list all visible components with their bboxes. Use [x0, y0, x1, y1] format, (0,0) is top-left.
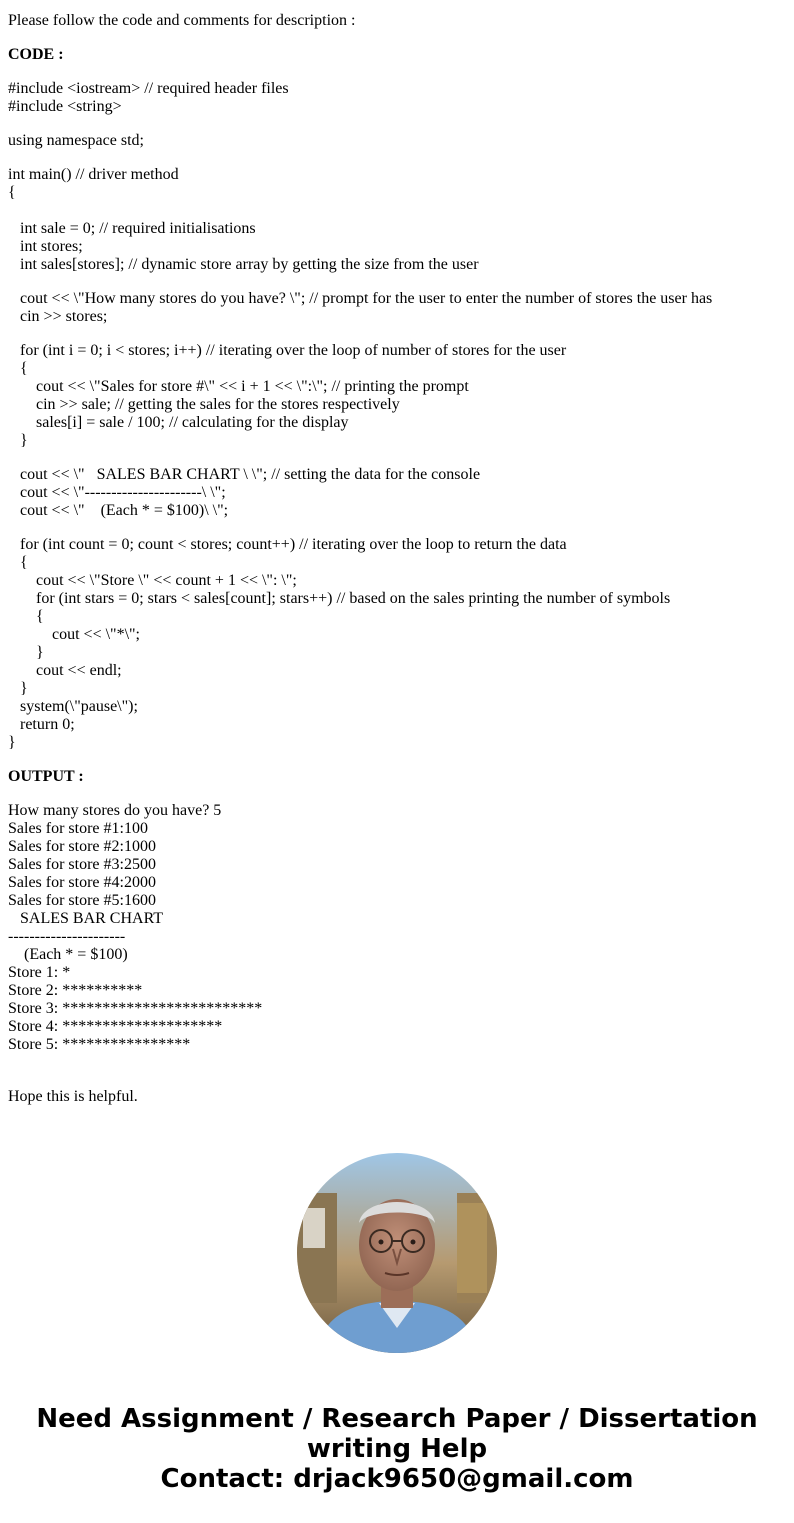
- code-line: int sales[stores]; // dynamic store array by getting the size from the user: [8, 256, 479, 273]
- code-line: cout << \"Store \" << count + 1 << \": \";: [8, 572, 297, 589]
- promo-line-2: writing Help: [306, 1434, 488, 1464]
- output-line: Sales for store #3:2500: [8, 856, 156, 873]
- code-line: int main() // driver method: [8, 166, 179, 183]
- code-line: cout << endl;: [8, 662, 122, 679]
- code-line: }: [8, 734, 16, 751]
- code-line: cout << \"How many stores do you have? \"; // prompt for the user to enter the number of stores the user has: [8, 290, 713, 307]
- author-photo: [297, 1153, 497, 1353]
- output-line: Sales for store #2:1000: [8, 838, 156, 855]
- code-line: {: [8, 184, 16, 201]
- code-line: using namespace std;: [8, 132, 144, 149]
- output-line: Store 2: **********: [8, 982, 143, 999]
- code-line: for (int stars = 0; stars < sales[count]; stars++) // based on the sales printing the number of symbols: [8, 590, 671, 607]
- code-heading: CODE :: [8, 46, 64, 63]
- promo-line-1: Need Assignment / Research Paper / Dissertation: [36, 1404, 758, 1434]
- output-line: Sales for store #5:1600: [8, 892, 156, 909]
- output-line: Sales for store #1:100: [8, 820, 148, 837]
- code-line: }: [8, 432, 28, 449]
- output-line: Store 4: ********************: [8, 1018, 223, 1035]
- code-line: for (int count = 0; count < stores; count++) // iterating over the loop to return the data: [8, 536, 567, 553]
- code-line: cout << \"Sales for store #\" << i + 1 << \":\"; // printing the prompt: [8, 378, 469, 395]
- output-line: ----------------------: [8, 928, 126, 945]
- output-line: (Each * = $100): [8, 946, 128, 963]
- output-line: Sales for store #4:2000: [8, 874, 156, 891]
- code-line: return 0;: [8, 716, 75, 733]
- intro-text: Please follow the code and comments for description :: [8, 12, 356, 29]
- code-line: for (int i = 0; i < stores; i++) // iterating over the loop of number of stores for the user: [8, 342, 567, 359]
- code-line: cout << \"*\";: [8, 626, 140, 643]
- code-line: {: [8, 554, 28, 571]
- author-photo-illustration: [297, 1153, 497, 1353]
- code-line: #include <string>: [8, 98, 122, 115]
- code-line: cout << \"----------------------\ \";: [8, 484, 226, 501]
- code-line: cout << \" SALES BAR CHART \ \"; // setting the data for the console: [8, 466, 481, 483]
- code-line: {: [8, 608, 44, 625]
- code-line: cin >> sale; // getting the sales for the stores respectively: [8, 396, 400, 413]
- output-line: Store 1: *: [8, 964, 71, 981]
- code-line: int stores;: [8, 238, 83, 255]
- code-line: cin >> stores;: [8, 308, 108, 325]
- output-line: Store 5: ****************: [8, 1036, 191, 1053]
- code-line: }: [8, 680, 28, 697]
- code-line: {: [8, 360, 28, 377]
- output-line: How many stores do you have? 5: [8, 802, 222, 819]
- closing-text: Hope this is helpful.: [8, 1088, 138, 1105]
- code-line: system(\"pause\");: [8, 698, 138, 715]
- code-line: sales[i] = sale / 100; // calculating for the display: [8, 414, 349, 431]
- output-line: Store 3: *************************: [8, 1000, 263, 1017]
- code-line: }: [8, 644, 44, 661]
- output-line: SALES BAR CHART: [8, 910, 164, 927]
- code-line: int sale = 0; // required initialisations: [8, 220, 256, 237]
- promo-contact: Contact: drjack9650@gmail.com: [160, 1464, 634, 1494]
- code-line: cout << \" (Each * = $100)\ \";: [8, 502, 229, 519]
- code-line: #include <iostream> // required header files: [8, 80, 289, 97]
- output-heading: OUTPUT :: [8, 768, 84, 785]
